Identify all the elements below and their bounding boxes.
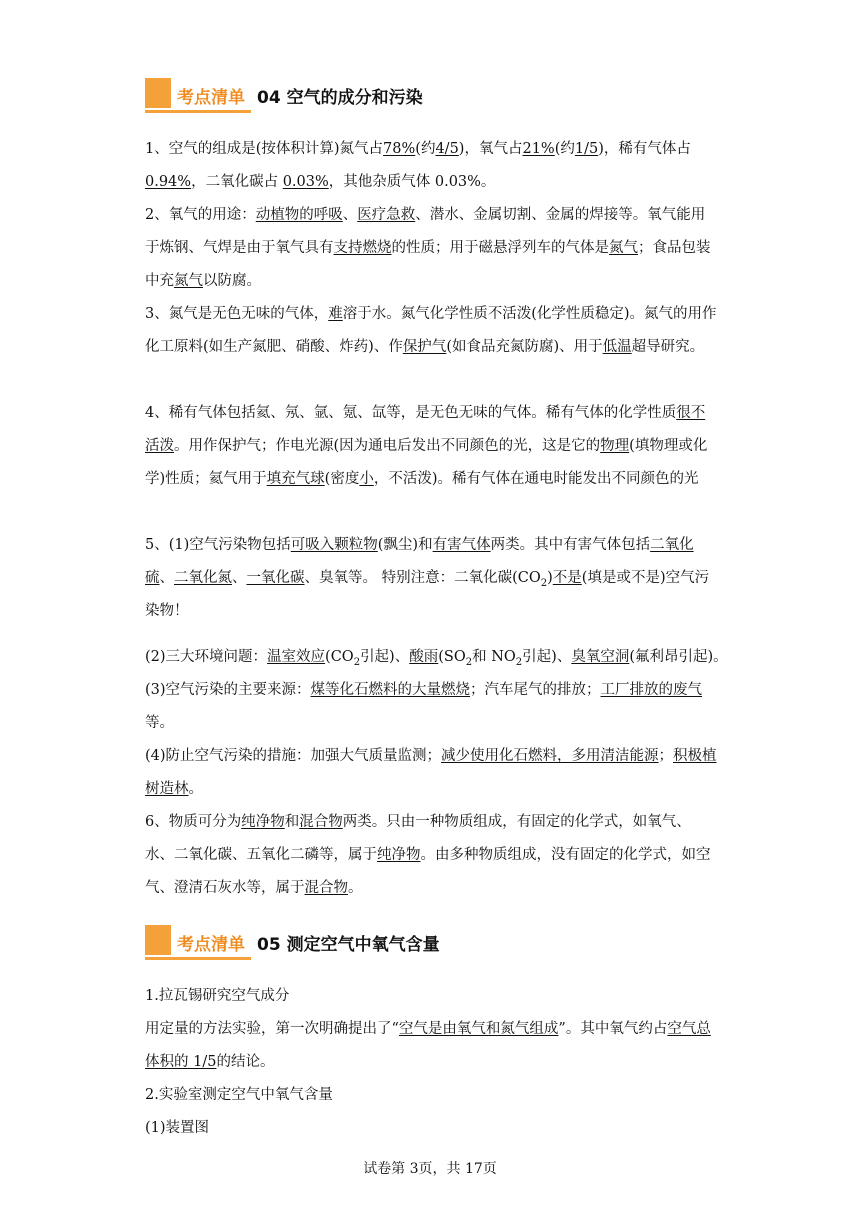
paragraph-nitrogen: 3、氮气是无色无味的气体，难溶于水。氮气化学性质不活泼(化学性质稳定)。氮气的用作化工原料(如生产氮肥、硝酸、炸药)、作保护气(如食品充氮防腐)、用于低温超导研究。 (145, 306, 717, 355)
paragraph-noble-gases: 4、稀有气体包括氦、氖、氩、氪、氙等，是无色无味的气体。稀有气体的化学性质很不活泼。用作保护气；作电光源(因为通电后发出不同颜色的光，这是它的物理(填物理或化学)性质；氦气用于填充气球(密度小，不活泼)。稀有气体在通电时能发出不同颜色的光 (145, 405, 708, 487)
paragraph-apparatus-diagram: (1)装置图 (145, 1120, 210, 1136)
paragraph-lavoisier-experiment: 用定量的方法实验，第一次明确提出了“空气是由氧气和氮气组成”。其中氧气约占空气总体积的 1/5的结论。 (145, 1021, 711, 1070)
heading-underline (145, 957, 251, 960)
page-footer: 试卷第 3页，共 17页 (363, 1161, 497, 1177)
heading-marker-block (145, 925, 171, 955)
heading-title: 05 测定空气中氧气含量 (257, 935, 440, 955)
section-heading-05 (145, 925, 645, 965)
heading-underline (145, 110, 251, 113)
paragraph-oxygen-uses: 2、氧气的用途：动植物的呼吸、医疗急救、潜水、金属切割、金属的焊接等。氧气能用于炼钢、气焊是由于氧气具有支持燃烧的性质；用于磁悬浮列车的气体是氮气；食品包装中充氮气以防腐。 (145, 207, 711, 289)
paragraph-prevention-measures: (4)防止空气污染的措施：加强大气质量监测；减少使用化石燃料，多用清洁能源；积极植树造林。 (145, 748, 717, 797)
heading-title: 04 空气的成分和污染 (257, 88, 423, 108)
heading-tag: 考点清单 (177, 935, 245, 955)
paragraph-lab-measurement: 2.实验室测定空气中氧气含量 (145, 1087, 333, 1103)
section-heading-04 (145, 78, 645, 118)
paragraph-lavoisier-title: 1.拉瓦锡研究空气成分 (145, 988, 290, 1004)
paragraph-air-pollutants: 5、(1)空气污染物包括可吸入颗粒物(飘尘)和有害气体两类。其中有害气体包括二氧化硫、二氧化氮、一氧化碳、臭氧等。 特别注意：二氧化碳$(CO_2)$不是(填是或不是)空气污染物！ (145, 537, 710, 619)
paragraph-pollution-sources: (3)空气污染的主要来源：煤等化石燃料的大量燃烧；汽车尾气的排放；工厂排放的废气等。 (145, 682, 703, 731)
paragraph-air-composition: 1、空气的组成是(按体积计算)氮气占78%(约4/5)，氧气占21%(约1/5)，稀有气体占0.94%，二氧化碳占 0.03%，其他杂质气体 0.03%。 (145, 141, 691, 190)
paragraph-substance-classification: 6、物质可分为纯净物和混合物两类。只由一种物质组成，有固定的化学式，如氧气、水、二氧化碳、五氧化二磷等，属于纯净物。由多种物质组成，没有固定的化学式，如空气、澄清石灰水等，属于混合物。 (145, 814, 711, 896)
paragraph-environment-problems: (2)三大环境问题：温室效应($CO_2$引起)、酸雨($SO_2$和 $NO_2$引起)、臭氧空洞(氟利昂引起)。 (145, 649, 728, 668)
heading-marker-block (145, 78, 171, 108)
heading-tag: 考点清单 (177, 88, 245, 108)
